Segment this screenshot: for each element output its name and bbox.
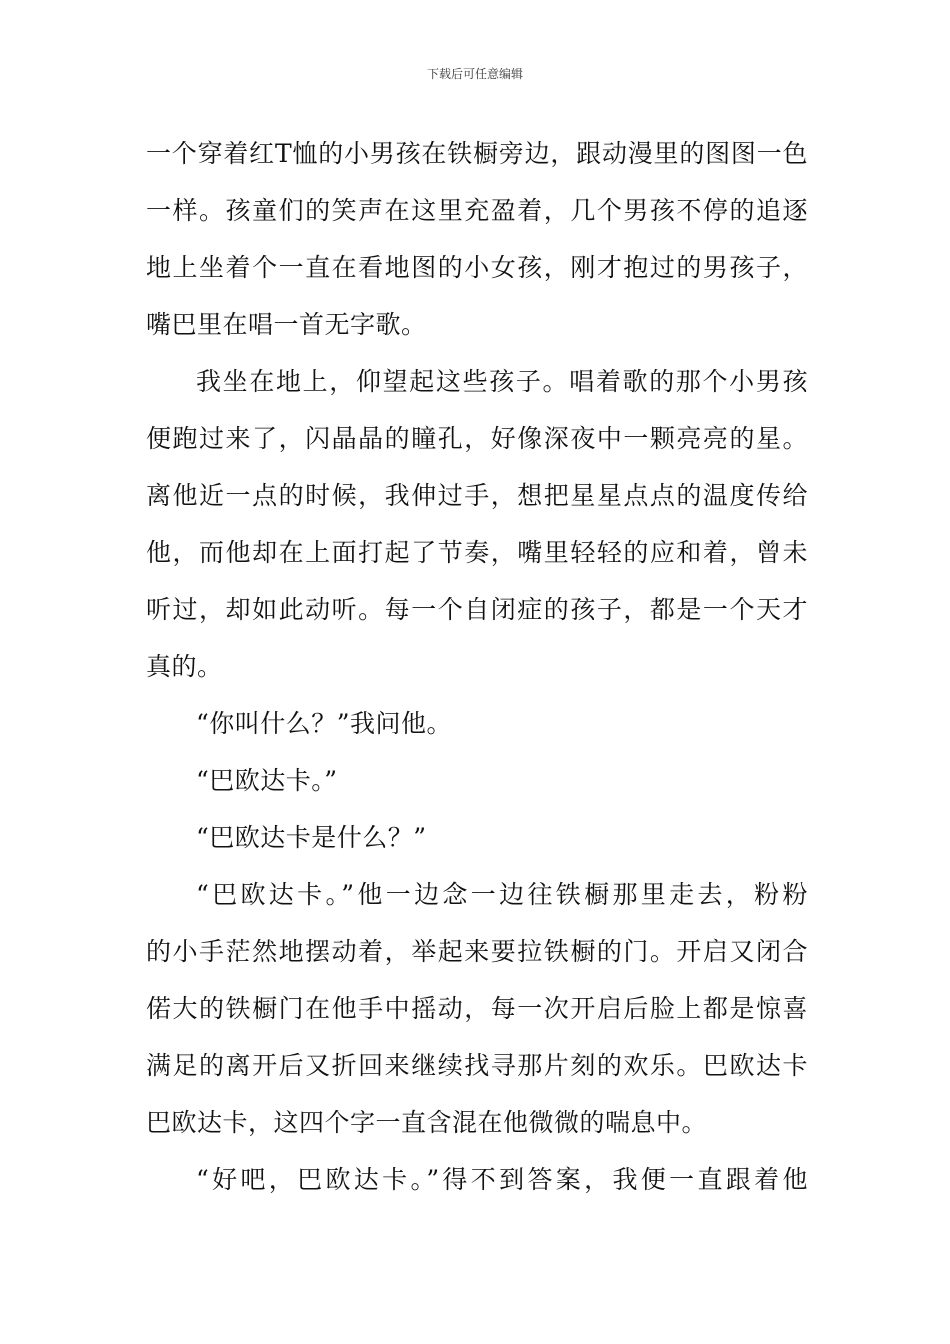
text-line: “好吧，巴欧达卡。”得不到答案，我便一直跟着他 <box>196 1165 808 1194</box>
text-line: 我坐在地上，仰望起这些孩子。唱着歌的那个小男孩 <box>196 367 808 396</box>
text-line: 偌大的铁橱门在他手中摇动，每一次开启后脸上都是惊喜 <box>146 994 808 1023</box>
text-line: 一个穿着红T恤的小男孩在铁橱旁边，跟动漫里的图图一色 <box>146 139 808 168</box>
text-line: 满足的离开后又折回来继续找寻那片刻的欢乐。巴欧达卡 <box>146 1051 808 1080</box>
document-body <box>146 125 808 1208</box>
text-line: 的小手茫然地摆动着，举起来要拉铁橱的门。开启又闭合 <box>146 937 808 966</box>
text-line: 嘴巴里在唱一首无字歌。 <box>146 310 427 339</box>
text-line: “你叫什么？”我问他。 <box>196 709 453 738</box>
text-line: 离他近一点的时候，我伸过手，想把星星点点的温度传给 <box>146 481 808 510</box>
text-line: 巴欧达卡，这四个字一直含混在他微微的喘息中。 <box>146 1108 708 1137</box>
text-line: 听过，却如此动听。每一个自闭症的孩子，都是一个天才 <box>146 595 808 624</box>
text-line: 便跑过来了，闪晶晶的瞳孔，好像深夜中一颗亮亮的星。 <box>146 424 808 453</box>
text-line: “巴欧达卡。”他一边念一边往铁橱那里走去，粉粉 <box>196 880 808 909</box>
text-line: “巴欧达卡。” <box>196 766 338 795</box>
page-header-note: 下载后可任意编辑 <box>426 67 523 81</box>
text-line: 地上坐着个一直在看地图的小女孩，刚才抱过的男孩子， <box>146 253 808 282</box>
text-line: 一样。孩童们的笑声在这里充盈着，几个男孩不停的追逐 <box>146 196 808 225</box>
text-line: 真的。 <box>146 652 223 681</box>
text-line: 他，而他却在上面打起了节奏，嘴里轻轻的应和着，曾未 <box>146 538 808 567</box>
text-line: “巴欧达卡是什么？” <box>196 823 427 852</box>
